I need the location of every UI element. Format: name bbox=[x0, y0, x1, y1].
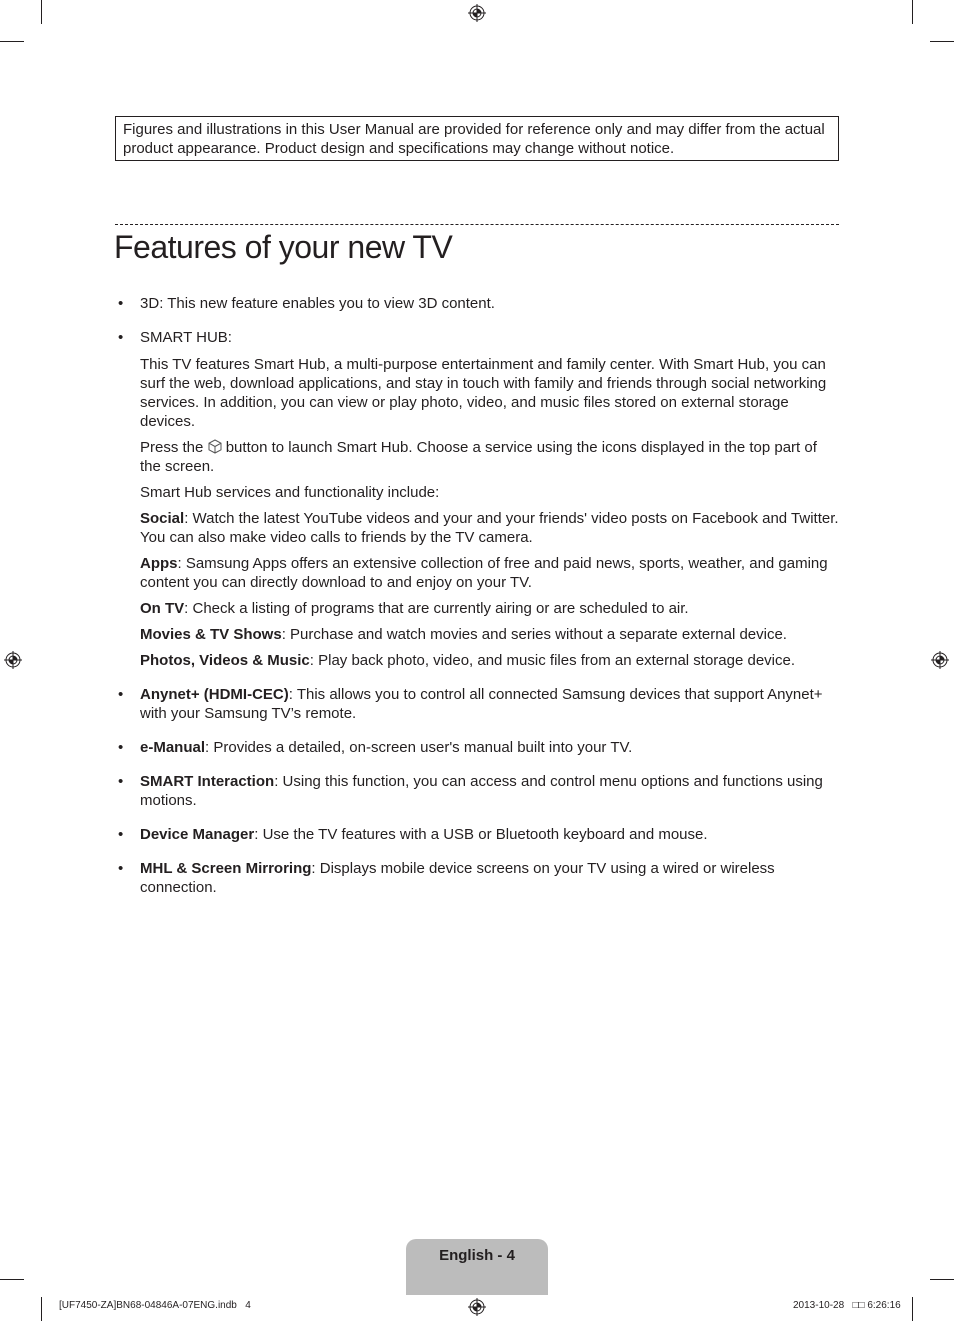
bullet: • bbox=[118, 739, 124, 756]
feature-description: : This new feature enables you to view 3D content. bbox=[159, 295, 495, 312]
notice-box: Figures and illustrations in this User Manual are provided for reference only and may differ from the actual product appearance. Product design and specifications may change without notice. bbox=[115, 116, 839, 161]
crop-mark bbox=[912, 0, 913, 24]
bullet: • bbox=[118, 295, 124, 312]
crop-mark bbox=[0, 1279, 24, 1280]
service-description: : Samsung Apps offers an extensive collection of free and paid news, sports, weather, and gaming content you can directly download to and enjoy on your TV. bbox=[140, 555, 828, 591]
feature-term: Device Manager bbox=[140, 826, 255, 843]
bullet: • bbox=[118, 826, 124, 843]
list-item bbox=[118, 825, 840, 844]
feature-term: e-Manual bbox=[140, 739, 206, 756]
feature-description: : Provides a detailed, on-screen user's manual built into your TV. bbox=[205, 739, 633, 756]
feature-term: 3D bbox=[140, 295, 160, 312]
feature-description: : This allows you to control all connected Samsung devices that support Anynet+ with your Samsung TV’s remote. bbox=[140, 686, 823, 722]
service-term: Photos, Videos & Music bbox=[140, 652, 310, 669]
crop-mark bbox=[0, 41, 24, 42]
crop-mark bbox=[930, 41, 954, 42]
section-divider bbox=[115, 224, 839, 225]
registration-mark-icon bbox=[4, 651, 22, 669]
list-item bbox=[118, 859, 840, 897]
bullet: • bbox=[118, 773, 124, 790]
registration-mark-icon bbox=[931, 651, 949, 669]
service-term: Movies & TV Shows bbox=[140, 626, 282, 643]
list-item bbox=[118, 738, 840, 757]
features-list bbox=[118, 294, 840, 912]
smart-hub-button-icon bbox=[208, 439, 222, 454]
list-item bbox=[118, 685, 840, 723]
bullet: • bbox=[118, 329, 124, 346]
smart-hub-intro: This TV features Smart Hub, a multi-purpose entertainment and family center. With Smart Hub, you can surf the web, download applications, and stay in touch with family and friends through social networking services. In addition, you can view or play photo, video, and music files stored on external storage devices. bbox=[140, 356, 827, 430]
page-title: Features of your new TV bbox=[114, 229, 453, 265]
service-description: : Play back photo, video, and music files from an external storage device. bbox=[309, 652, 796, 669]
feature-description: : Use the TV features with a USB or Bluetooth keyboard and mouse. bbox=[254, 826, 708, 843]
bullet: • bbox=[118, 860, 124, 877]
list-item bbox=[118, 772, 840, 810]
feature-description: : Using this function, you can access and control menu options and functions using motions. bbox=[140, 773, 823, 809]
service-description: : Purchase and watch movies and series without a separate external device. bbox=[281, 626, 787, 643]
registration-mark-icon bbox=[468, 4, 486, 22]
bullet: • bbox=[118, 686, 124, 703]
service-description: : Check a listing of programs that are currently airing or are scheduled to air. bbox=[184, 600, 689, 617]
crop-mark bbox=[912, 1297, 913, 1321]
service-item bbox=[140, 625, 840, 644]
list-item bbox=[118, 294, 840, 313]
feature-term: Anynet+ (HDMI-CEC) bbox=[140, 686, 289, 703]
service-item bbox=[140, 509, 840, 547]
feature-term: SMART HUB bbox=[140, 329, 228, 346]
crop-mark bbox=[41, 0, 42, 24]
service-item bbox=[140, 651, 840, 670]
footer-timestamp: 2013-10-28 □□ 6:26:16 bbox=[793, 1300, 901, 1311]
feature-term: SMART Interaction bbox=[140, 773, 275, 790]
service-item bbox=[140, 554, 840, 592]
feature-colon: : bbox=[227, 329, 232, 346]
registration-mark-icon bbox=[468, 1298, 486, 1316]
list-item bbox=[118, 328, 840, 670]
smart-hub-press: Press the button to launch Smart Hub. Choose a service using the icons displayed in the top part of the screen. bbox=[140, 439, 817, 475]
page-number: English - 4 bbox=[439, 1247, 515, 1264]
service-term: On TV bbox=[140, 600, 185, 617]
crop-mark bbox=[41, 1297, 42, 1321]
smart-hub-services-intro: Smart Hub services and functionality include: bbox=[140, 484, 440, 501]
feature-description: : Displays mobile device screens on your TV using a wired or wireless connection. bbox=[140, 860, 775, 896]
feature-term: MHL & Screen Mirroring bbox=[140, 860, 312, 877]
service-description: : Watch the latest YouTube videos and your and your friends' video posts on Facebook and Twitter. You can also make video calls to friends by the TV camera. bbox=[140, 510, 839, 546]
crop-mark bbox=[930, 1279, 954, 1280]
service-term: Social bbox=[140, 510, 185, 527]
service-item bbox=[140, 599, 840, 618]
service-term: Apps bbox=[140, 555, 178, 572]
footer-file-name: [UF7450-ZA]BN68-04846A-07ENG.indb 4 bbox=[59, 1300, 251, 1311]
